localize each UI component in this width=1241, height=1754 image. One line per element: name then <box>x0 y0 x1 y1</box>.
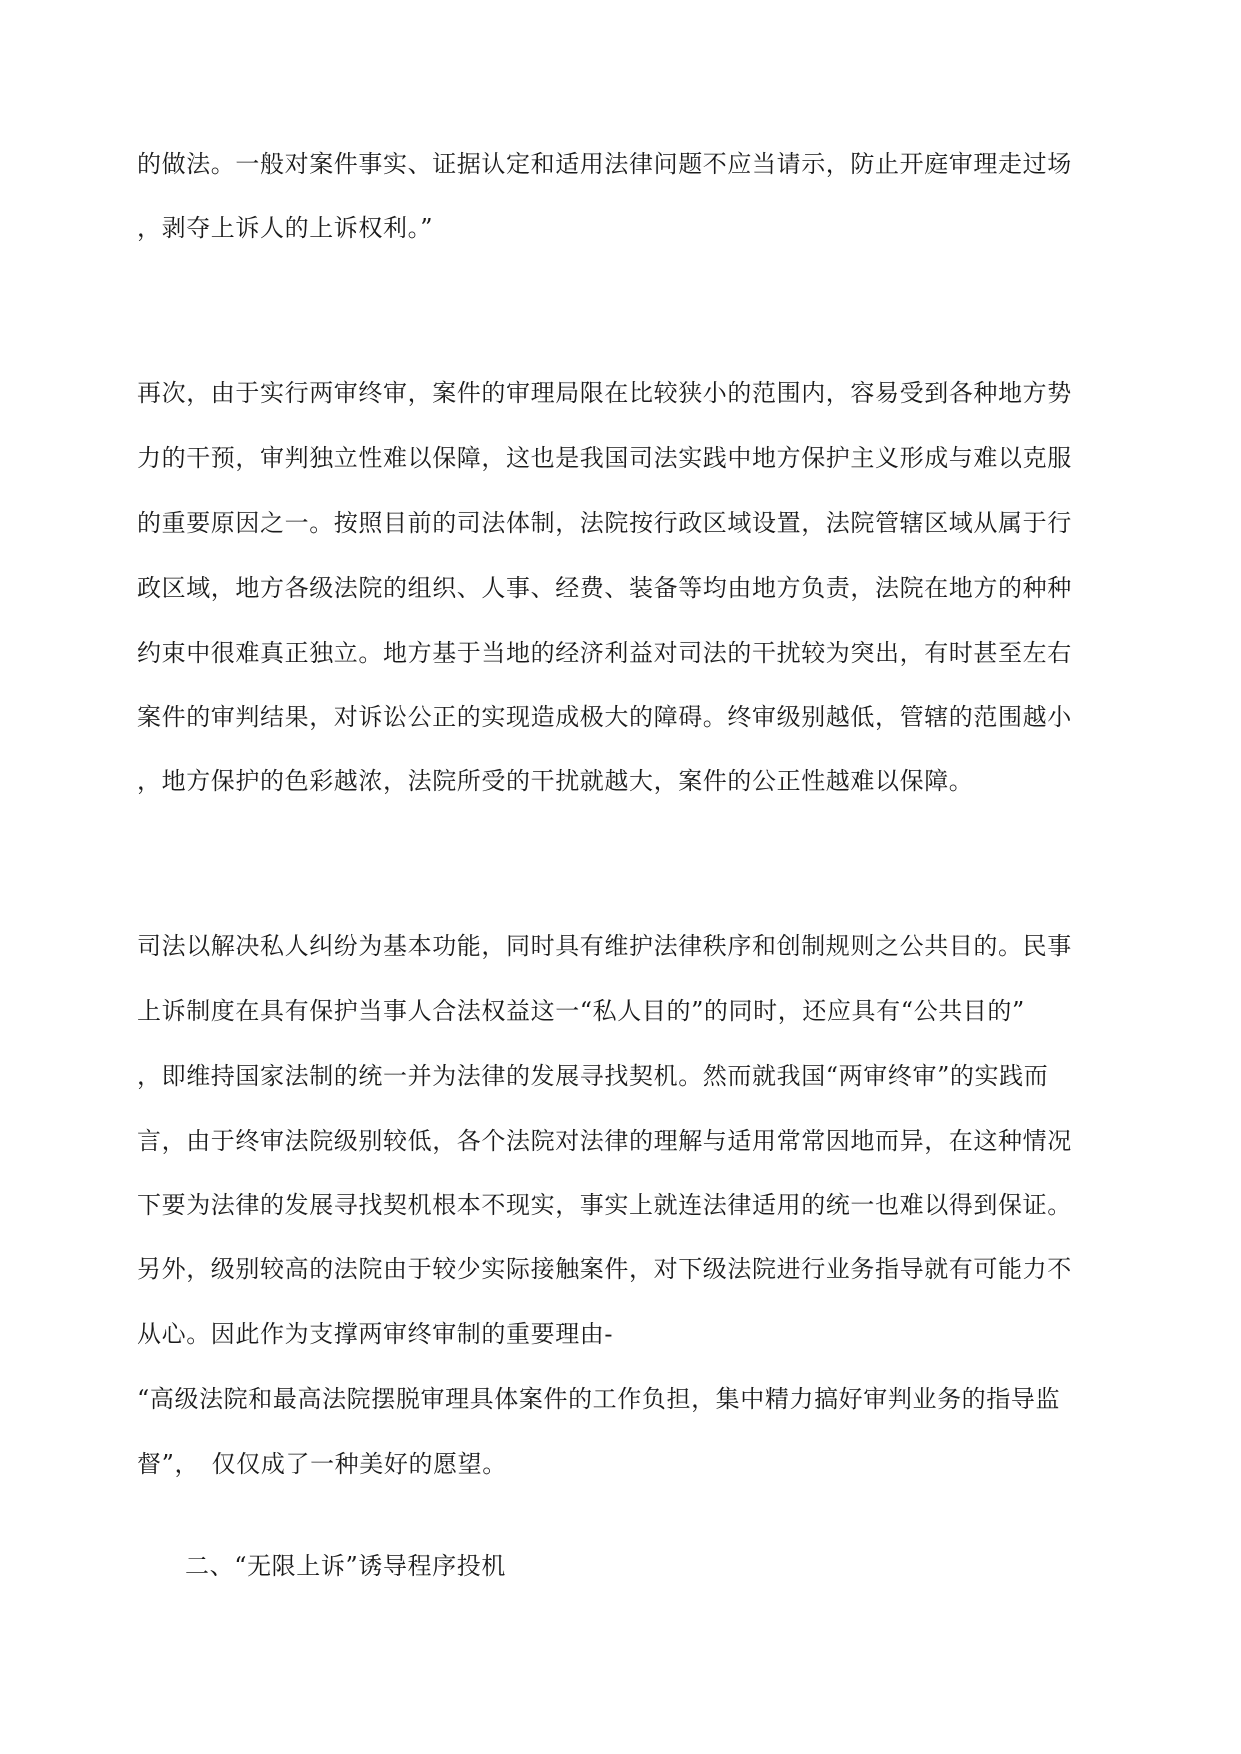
text-line: 上诉制度在具有保护当事人合法权益这一“私人目的”的同时，还应具有“公共目的” <box>137 997 1025 1025</box>
text-line: 下要为法律的发展寻找契机根本不现实，事实上就连法律适用的统一也难以得到保证。 <box>137 1191 1072 1219</box>
text-line: 司法以解决私人纠纷为基本功能，同时具有维护法律秩序和创制规则之公共目的。民事 <box>137 932 1072 960</box>
text-line: 督”， 仅仅成了一种美好的愿望。 <box>137 1450 507 1478</box>
text-line: “高级法院和最高法院摆脱审理具体案件的工作负担，集中精力搞好审判业务的指导监 <box>137 1385 1061 1413</box>
text-line: ，剥夺上诉人的上诉权利。” <box>137 214 434 242</box>
text-line: 案件的审判结果，对诉讼公正的实现造成极大的障碍。终审级别越低，管辖的范围越小 <box>137 703 1072 731</box>
text-line: 约束中很难真正独立。地方基于当地的经济利益对司法的干扰较为突出，有时甚至左右 <box>137 639 1072 667</box>
text-line: 力的干预，审判独立性难以保障，这也是我国司法实践中地方保护主义形成与难以克服 <box>137 444 1072 472</box>
text-line: ，地方保护的色彩越浓，法院所受的干扰就越大，案件的公正性越难以保障。 <box>137 767 974 795</box>
text-line: 再次，由于实行两审终审，案件的审理局限在比较狭小的范围内，容易受到各种地方势 <box>137 379 1072 407</box>
text-line: 言，由于终审法院级别较低，各个法院对法律的理解与适用常常因地而异，在这种情况 <box>137 1127 1072 1155</box>
text-line: ，即维持国家法制的统一并为法律的发展寻找契机。然而就我国“两审终审”的实践而 <box>137 1062 1049 1090</box>
text-line: 的做法。一般对案件事实、证据认定和适用法律问题不应当请示，防止开庭审理走过场 <box>137 150 1072 178</box>
text-line: 从心。因此作为支撑两审终审制的重要理由- <box>137 1320 614 1348</box>
text-line: 政区域，地方各级法院的组织、人事、经费、装备等均由地方负责，法院在地方的种种 <box>137 574 1072 602</box>
text-line: 的重要原因之一。按照目前的司法体制，法院按行政区域设置，法院管辖区域从属于行 <box>137 509 1072 537</box>
text-line: 另外，级别较高的法院由于较少实际接触案件，对下级法院进行业务指导就有可能力不 <box>137 1255 1072 1283</box>
section-heading: 二、“无限上诉”诱导程序投机 <box>185 1552 506 1580</box>
